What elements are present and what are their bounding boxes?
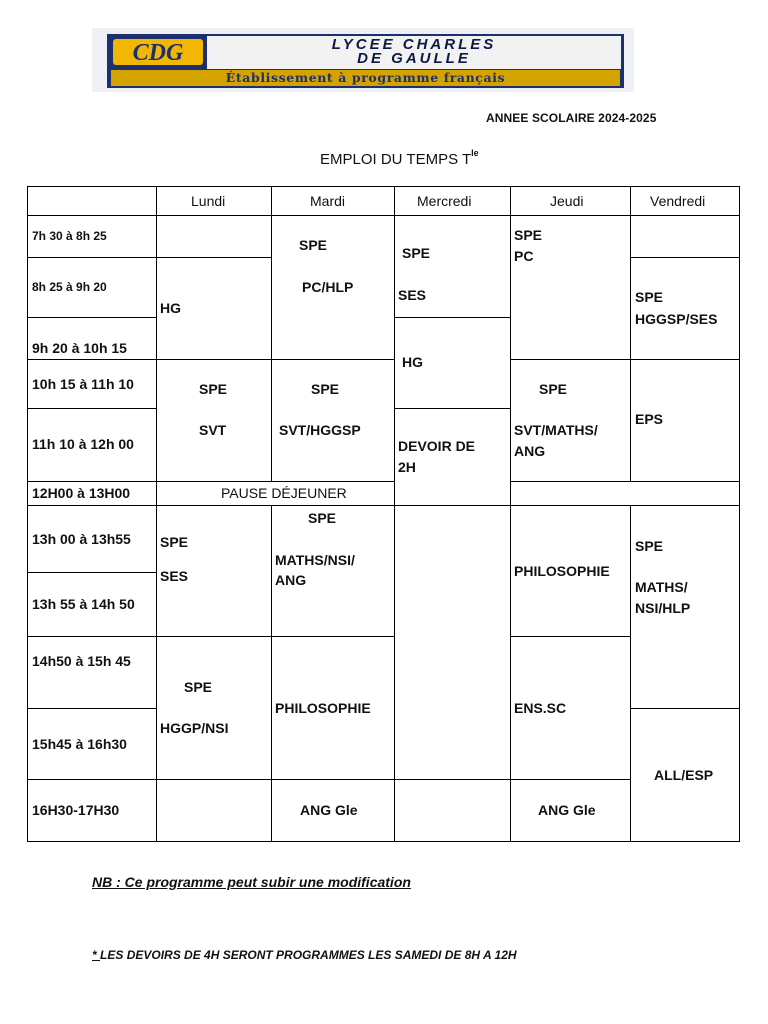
mardi-maths-nsi: MATHS/NSI/: [275, 552, 355, 568]
jeudi-svt-maths: SVT/MATHS/: [514, 422, 598, 438]
exam-warning: [92, 948, 517, 962]
header-jeudi: Jeudi: [550, 193, 584, 209]
time-slot: 13h 55 à 14h 50: [32, 596, 135, 612]
logo-title: [207, 36, 621, 69]
vendredi-spe-label: SPE: [635, 538, 664, 554]
mardi-ang: ANG: [275, 572, 307, 588]
vendredi-nsi-hlp: NSI/HLP: [635, 600, 691, 616]
time-slot: 16H30-17H30: [32, 802, 120, 818]
mardi-philosophie: PHILOSOPHIE: [275, 700, 371, 716]
jeudi-pc: PC: [514, 248, 534, 264]
vendredi-all-esp: ALL/ESP: [654, 767, 714, 783]
time-slot: 13h 00 à 13h55: [32, 531, 131, 547]
time-slot: 14h50 à 15h 45: [32, 653, 131, 669]
time-slot: 8h 25 à 9h 20: [32, 280, 107, 294]
jeudi-philosophie: PHILOSOPHIE: [514, 563, 610, 579]
mardi-svt-hggsp: SVT/HGGSP: [279, 422, 361, 438]
emblem-text: CDG: [132, 40, 184, 65]
mercredi-devoir: DEVOIR DE: [398, 438, 476, 454]
mardi-spe-label: SPE: [311, 381, 340, 397]
logo-title-line1: LYCEE CHARLES: [331, 36, 497, 53]
vendredi-maths: MATHS/: [635, 579, 688, 595]
time-slot: 12H00 à 13H00: [32, 485, 131, 501]
school-logo: [92, 28, 634, 92]
warning-text: LES DEVOIRS DE 4H SERONT PROGRAMMES LES SAMEDI DE 8H A 12H: [100, 948, 517, 962]
page-title: [320, 150, 479, 168]
jeudi-ang-gle: ANG Gle: [538, 802, 596, 818]
lundi-hg: HG: [160, 300, 181, 316]
time-slot: 9h 20 à 10h 15: [32, 340, 127, 356]
vendredi-eps: EPS: [635, 411, 664, 427]
logo-banner: [107, 34, 624, 88]
jeudi-spe-label: SPE: [539, 381, 568, 397]
vendredi-hggsp-ses: HGGSP/SES: [635, 311, 718, 327]
jeudi-ens-sc: ENS.SC: [514, 700, 567, 716]
mercredi-spe-label: SPE: [402, 245, 431, 261]
mardi-spe-label: SPE: [299, 237, 328, 253]
header-lundi: Lundi: [191, 193, 226, 209]
lundi-svt: SVT: [199, 422, 227, 438]
title-superscript: le: [471, 148, 479, 158]
mercredi-devoir-duration: 2H: [398, 459, 416, 475]
header-mardi: Mardi: [310, 193, 346, 209]
mardi-pc-hlp: PC/HLP: [302, 279, 354, 295]
lundi-spe-label: SPE: [199, 381, 228, 397]
lundi-spe-label: SPE: [160, 534, 189, 550]
time-slot: 7h 30 à 8h 25: [32, 229, 107, 243]
time-slot: 11h 10 à 12h 00: [32, 436, 134, 452]
lunch-break: PAUSE DÉJEUNER: [221, 485, 347, 501]
header-vendredi: Vendredi: [650, 193, 706, 209]
vendredi-spe-label: SPE: [635, 289, 664, 305]
time-slot: 10h 15 à 11h 10: [32, 376, 134, 392]
mardi-ang-gle: ANG Gle: [300, 802, 358, 818]
jeudi-ang: ANG: [514, 443, 546, 459]
lundi-spe-label: SPE: [184, 679, 213, 695]
school-year: ANNEE SCOLAIRE 2024-2025: [486, 111, 657, 125]
logo-tagline: Établissement à programme français: [111, 70, 620, 86]
modification-note: NB : Ce programme peut subir une modification: [92, 874, 411, 890]
header-mercredi: Mercredi: [417, 193, 472, 209]
jeudi-spe-label: SPE: [514, 227, 543, 243]
mercredi-hg: HG: [402, 354, 423, 370]
timetable: [27, 186, 740, 842]
cdg-emblem: [113, 39, 203, 65]
warning-star: *: [92, 948, 101, 962]
mardi-spe-label: SPE: [308, 510, 337, 526]
logo-title-line2: DE GAULLE: [357, 50, 471, 67]
lundi-hggp: HGGP/NSI: [160, 720, 229, 736]
title-text: EMPLOI DU TEMPS T: [320, 151, 472, 168]
time-slot: 15h45 à 16h30: [32, 736, 127, 752]
mercredi-ses: SES: [398, 287, 427, 303]
lundi-ses: SES: [160, 568, 189, 584]
